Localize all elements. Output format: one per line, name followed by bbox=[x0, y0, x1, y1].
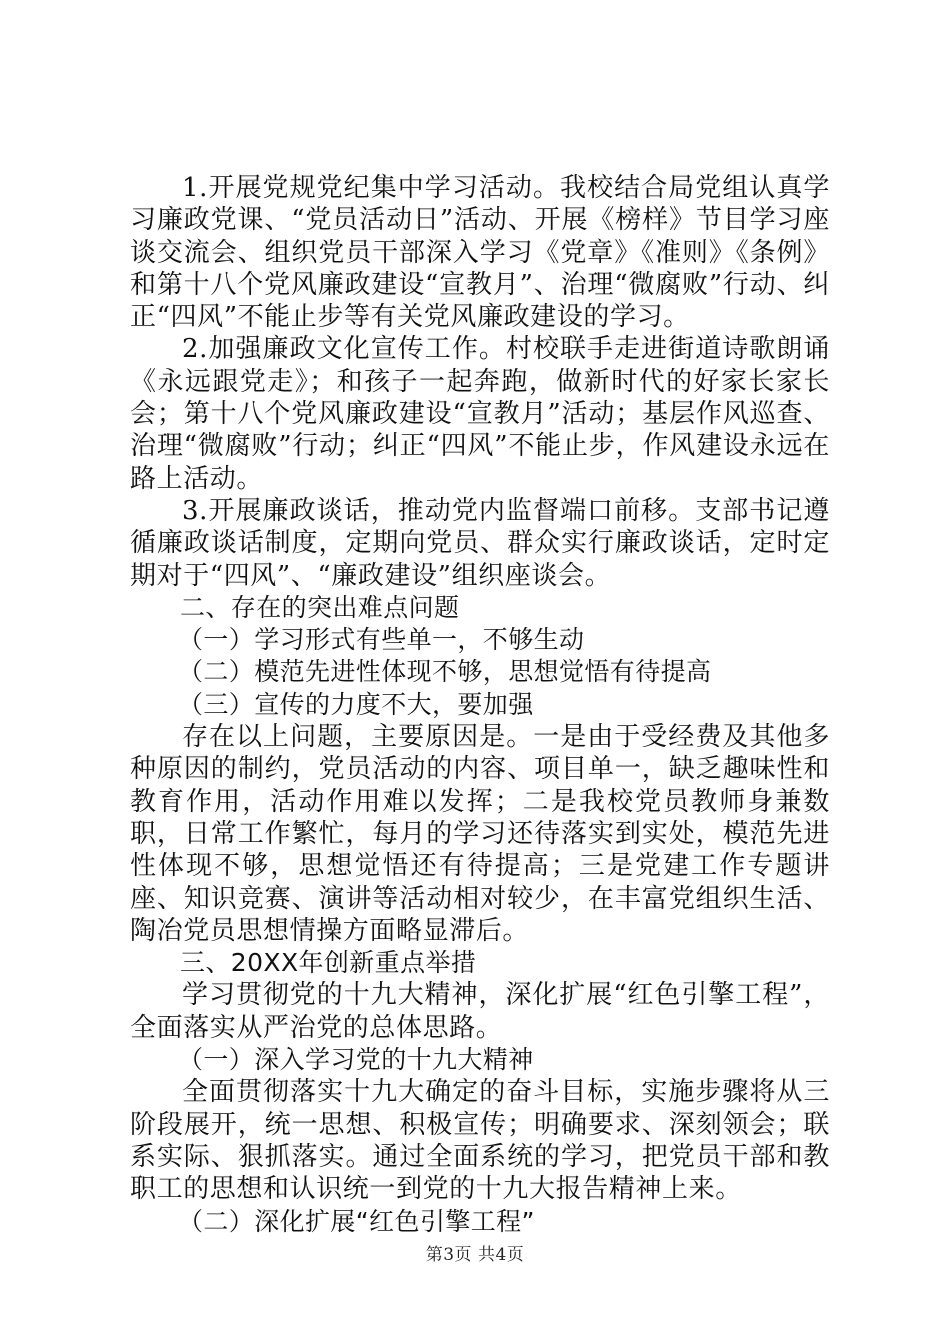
section-heading-measures: 三、20XX年创新重点举措 bbox=[180, 948, 477, 978]
paragraph-study-activities: 1.开展党规党纪集中学习活动。我校结合局党组认真学习廉政党课、“党员活动日”活动、开展《榜样》节目学习座谈交流会、组织党员干部深入学习《党章》《准则》《条例》和第十八个党风廉政建设“宣教月”、治理“微腐败”行动、纠正“四风”不能止步等有关党风廉政建设的学习。 bbox=[130, 173, 830, 333]
page-number-footer: 第3页 共4页 bbox=[425, 1245, 525, 1265]
section-heading-problems: 二、存在的突出难点问题 bbox=[180, 592, 460, 622]
subheading-measure-2: （二）深化扩展“红色引擎工程” bbox=[178, 1206, 535, 1236]
subheading-problem-3: （三）宣传的力度不大，要加强 bbox=[178, 689, 534, 719]
paragraph-measures-intro: 学习贯彻党的十九大精神，深化扩展“红色引擎工程”，全面落实从严治党的总体思路。 bbox=[130, 980, 830, 1043]
paragraph-problem-causes: 存在以上问题，主要原因是。一是由于受经费及其他多种原因的制约，党员活动的内容、项目单一，缺乏趣味性和教育作用，活动作用难以发挥；二是我校党员教师身兼数职，日常工作繁忙，每月的学习还待落实到实处，模范先进性体现不够，思想觉悟还有待提高；三是党建工作专题讲座、知识竞赛、演讲等活动相对较少，在丰富党组织生活、陶冶党员思想情操方面略显滞后。 bbox=[130, 722, 830, 946]
subheading-problem-1: （一）学习形式有些单一，不够生动 bbox=[178, 625, 585, 655]
subheading-problem-2: （二）模范先进性体现不够，思想觉悟有待提高 bbox=[178, 657, 712, 687]
paragraph-measure-1: 全面贯彻落实十九大确定的奋斗目标，实施步骤将从三阶段展开，统一思想、积极宣传；明确要求、深刻领会；联系实际、狠抓落实。通过全面系统的学习，把党员干部和教职工的思想和认识统一到党的十九大报告精神上来。 bbox=[130, 1077, 830, 1205]
document-body bbox=[130, 172, 830, 1238]
subheading-measure-1: （一）深入学习党的十九大精神 bbox=[178, 1045, 534, 1075]
paragraph-integrity-talks: 3.开展廉政谈话，推动党内监督端口前移。支部书记遵循廉政谈话制度，定期向党员、群众实行廉政谈话，定时定期对于“四风”、“廉政建设”组织座谈会。 bbox=[130, 495, 830, 591]
paragraph-publicity-work: 2.加强廉政文化宣传工作。村校联手走进街道诗歌朗诵《永远跟党走》；和孩子一起奔跑，做新时代的好家长家长会；第十八个党风廉政建设“宣教月”活动；基层作风巡查、治理“微腐败”行动；纠正“四风”不能止步，作风建设永远在路上活动。 bbox=[130, 334, 830, 494]
